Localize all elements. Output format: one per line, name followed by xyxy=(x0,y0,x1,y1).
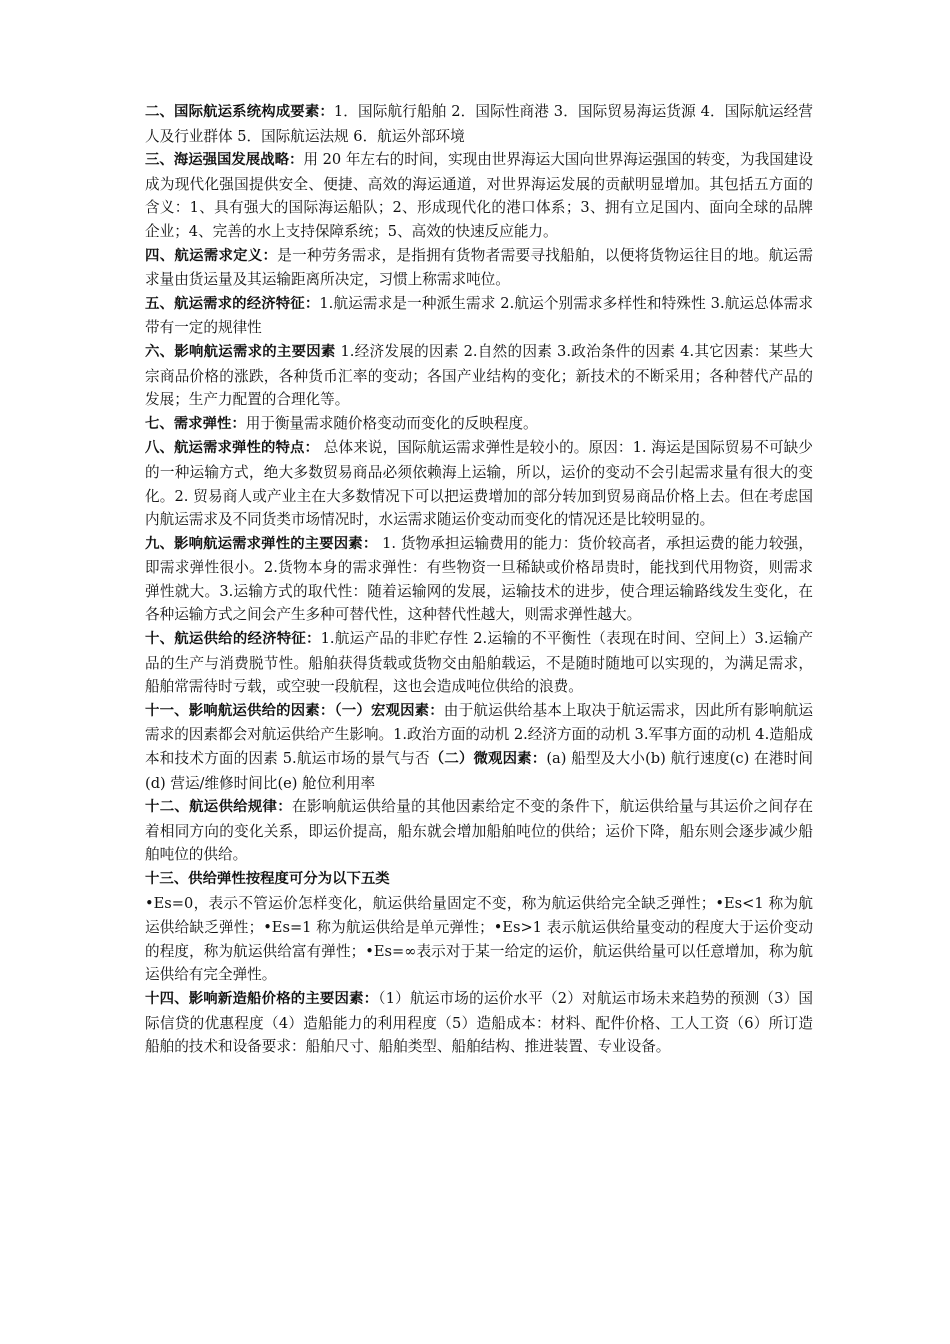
section-7 xyxy=(145,412,813,437)
section-heading: 三、海运强国发展战略： xyxy=(145,152,304,169)
section-5 xyxy=(145,292,813,340)
section-text: 1．国际航行船舶 2．国际性商港 3．国际贸易海运货源 4．国际航运经营人及行业群体 5．国际航运法规 6．航运外部环境 xyxy=(145,103,813,145)
section-2 xyxy=(145,100,813,148)
section-heading: 十三、供给弹性按程度可分为以下五类 xyxy=(145,871,390,887)
section-14 xyxy=(145,987,813,1059)
section-12 xyxy=(145,795,813,867)
section-heading: 五、航运需求的经济特征： xyxy=(145,295,320,312)
section-text: 总体来说，国际航运需求弹性是较小的。原因：1. 海运是国际贸易不可缺少的一种运输方式，绝大多数贸易商品必须依赖海上运输，所以，运价的变动不会引起需求量有很大的变化。2. 贸易商人或产业主在大多数情况下可以把运费增加的部分转加到贸易商品价格上去。但在考虑国内航运需求及不同货类市场情况时，水运需求随运价变动而变化的情况还是比较明显的。 xyxy=(145,439,813,529)
section-text: 用于衡量需求随价格变动而变化的反映程度。 xyxy=(245,414,538,432)
section-text: 1.航运需求是一种派生需求 2.航运个别需求多样性和特殊性 3.航运总体需求带有一定的规律性 xyxy=(145,294,813,337)
section-heading: 四、航运需求定义： xyxy=(145,247,278,264)
section-text: 是一种劳务需求，是指拥有货物者需要寻找船舶，以便将货物运往目的地。航运需求量由货运量及其运输距离所决定，习惯上称需求吨位。 xyxy=(145,246,813,289)
section-13-list xyxy=(145,892,813,987)
section-heading: 十、航运供给的经济特征： xyxy=(145,631,321,648)
section-text: 1.航运产品的非贮存性 2.运输的不平衡性（表现在时间、空间上）3.运输产品的生产与消费脱节性。船舶获得货载或货物交由船舶载运，不是随时随地可以实现的，为满足需求，船舶常需待时亏载，或空驶一段航程，这也会造成吨位供给的浪费。 xyxy=(145,630,813,696)
section-text: 由于航运供给基本上取决于航运需求，因此所有影响航运需求的因素都会对航运供给产生影响。1.政治方面的动机 2.经济方面的动机 3.军事方面的动机 4.造船成本和技术方面的因素 5.航运市场的景气与否 xyxy=(145,701,813,768)
section-8 xyxy=(145,436,813,531)
section-heading: 八、航运需求弹性的特点： xyxy=(145,440,320,457)
section-10 xyxy=(145,627,813,699)
section-text: 1. 货物承担运输费用的能力：货价较高者，承担运费的能力较强，即需求弹性很小。2.货物本身的需求弹性：有些物资一旦稀缺或价格昂贵时，能找到代用物资，则需求弹性就大。3.运输方式的取代性：随着运输网的发展，运输技术的进步，使合理运输路线发生变化，在各种运输方式之间会产生多种可替代性，这种替代性越大，则需求弹性越大。 xyxy=(145,534,813,624)
section-subheading: （二）微观因素： xyxy=(429,751,547,768)
section-text: •Es=0，表示不管运价怎样变化，航运供给量固定不变，称为航运供给完全缺乏弹性；•Es<1 称为航运供给缺乏弹性；•Es=1 称为航运供给是单元弹性；•Es>1 表示航运供给量变动的程度大于运价变动的程度，称为航运供给富有弹性；•Es=∞表示对于某一给定的运价，航运供给量可以任意增加，称为航运供给有完全弹性。 xyxy=(145,894,813,984)
section-heading: 七、需求弹性： xyxy=(145,415,246,432)
section-heading: 十一、影响航运供给的因素：（一）宏观因素： xyxy=(145,702,444,719)
section-text: (a) 船型及大小(b) 航行速度(c) 在港时间(d) 营运/维修时间比(e) 舱位利用率 xyxy=(145,750,813,792)
section-6 xyxy=(145,340,813,412)
section-4 xyxy=(145,244,813,292)
section-3 xyxy=(145,148,813,243)
section-text: （1）航运市场的运价水平（2）对航运市场未来趋势的预测（3）国际信贷的优惠程度（4）造船能力的利用程度（5）造船成本：材料、配件价格、工人工资（6）所订造船舶的技术和设备要求：船舶尺寸、船舶类型、船舶结构、推进装置、专业设备。 xyxy=(145,989,813,1056)
section-heading: 十四、影响新造船价格的主要因素： xyxy=(145,990,379,1007)
section-heading: 九、影响航运需求弹性的主要因素： xyxy=(145,535,378,552)
section-text: 用 20 年左右的时间，实现由世界海运大国向世界海运强国的转变，为我国建设成为现代化强国提供安全、便捷、高效的海运通道，对世界海运发展的贡献明显增加。其包括五方面的含义：1、具有强大的国际海运船队；2、形成现代化的港口体系；3、拥有立足国内、面向全球的品牌企业；4、完善的水上支持保障系统；5、高效的快速反应能力。 xyxy=(145,151,813,240)
section-text: 在影响航运供给量的其他因素给定不变的条件下，航运供给量与其运价之间存在着相同方向的变化关系，即运价提高，船东就会增加船舶吨位的供给；运价下降，船东则会逐步减少船舶吨位的供给。 xyxy=(145,798,813,864)
section-13 xyxy=(145,867,813,892)
section-heading: 六、影响航运需求的主要因素 xyxy=(145,343,336,360)
section-heading: 二、国际航运系统构成要素： xyxy=(145,104,334,120)
section-9 xyxy=(145,532,813,627)
document-body xyxy=(145,100,813,1059)
section-11 xyxy=(145,699,813,795)
section-text: 1.经济发展的因素 2.自然的因素 3.政治条件的因素 4.其它因素：某些大宗商品价格的涨跌，各种货币汇率的变动；各国产业结构的变化；新技术的不断采用；各种替代产品的发展；生产力配置的合理化等。 xyxy=(145,342,813,409)
section-heading: 十二、航运供给规律： xyxy=(145,799,292,816)
